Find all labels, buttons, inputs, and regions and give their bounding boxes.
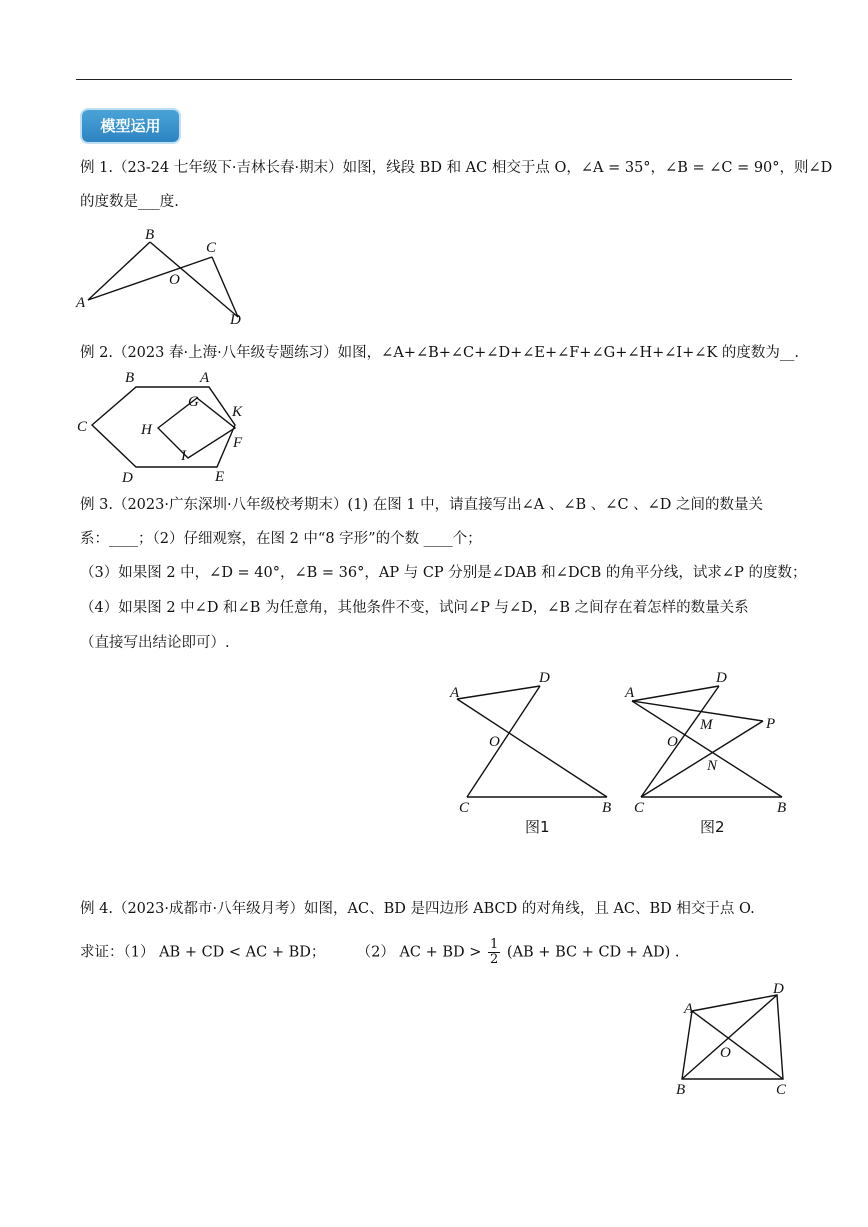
ex3-fig2-label-d: D [716,670,727,686]
ex4-label-b: B [676,1082,686,1098]
ex4-label-d: D [773,981,784,997]
ex2-label-i: I [181,448,186,464]
ex4-claim-2-left: （2） AC + BD > [356,944,482,961]
ex3-fig1-label-d: D [539,670,550,686]
ex3-text-line1: 例 3.（2023·广东深圳·八年级校考期末）(1) 在图 1 中，请直接写出∠A 、∠B 、∠C 、∠D 之间的数量关 [80,497,764,513]
ex3-fig2-label-n: N [707,758,718,774]
ex3-text-line3: （3）如果图 2 中，∠D = 40°，∠B = 36°，AP 与 CP 分别是∠DAB 和∠DCB 的角平分线，试求∠P 的度数； [80,565,807,581]
ex3-fig2-caption: 图2 [700,818,725,836]
ex3-figure-2 [620,666,800,841]
ex3-text-line2: 系：____；（2）仔细观察，在图 2 中“8 字形”的个数 ____个； [80,531,482,547]
ex2-label-e: E [215,469,225,485]
ex1-text-line1: 例 1.（23-24 七年级下·吉林长春·期末）如图，线段 BD 和 AC 相交于点 O，∠A = 35°，∠B = ∠C = 90°，则∠D [80,160,833,176]
ex2-label-a: A [200,370,210,386]
ex1-label-o: O [169,272,180,288]
ex4-fraction-den: 2 [490,952,499,967]
ex2-label-c: C [77,419,88,435]
ex1-label-b: B [145,227,155,243]
header-rule [76,79,792,80]
ex3-fig1-label-o: O [489,734,500,750]
ex2-label-h: H [141,422,152,438]
ex4-label-a: A [684,1001,694,1017]
ex3-fig2-label-p: P [766,716,776,732]
ex2-label-f: F [233,435,243,451]
ex4-fraction-num: 1 [490,937,499,952]
ex2-text-line1: 例 2.（2023 春·上海·八年级专题练习）如图，∠A+∠B+∠C+∠D+∠E+∠F+∠G+∠H+∠I+∠K 的度数为__. [80,345,800,361]
ex4-label-c: C [776,1082,787,1098]
ex4-text-line1: 例 4.（2023·成都市·八年级月考）如图，AC、BD 是四边形 ABCD 的对角线，且 AC、BD 相交于点 O. [80,901,755,917]
ex4-claim-2-right: (AB + BC + CD + AD) . [506,944,680,961]
ex4-claim-1: 求证：（1） AB + CD < AC + BD； [80,944,326,961]
ex3-fig2-label-c: C [634,800,645,816]
ex1-label-d: D [230,312,241,328]
ex3-figure-1 [445,666,625,841]
ex3-fig2-label-o: O [667,734,678,750]
ex3-fig2-label-b: B [777,800,787,816]
ex1-label-a: A [76,295,86,311]
ex4-fraction [488,938,500,967]
ex3-fig1-label-a: A [450,685,460,701]
ex3-fig2-label-m: M [700,717,713,733]
ex1-label-c: C [206,240,217,256]
ex1-figure [70,222,260,332]
ex3-text-line4: （4）如果图 2 中∠D 和∠B 为任意角，其他条件不变，试问∠P 与∠D，∠B 之间存在着怎样的数量关系 [80,600,749,616]
ex1-text-line2: 的度数是___度. [80,194,179,210]
section-tag: 模型运用 [82,110,179,142]
ex3-fig1-caption: 图1 [525,818,550,836]
ex2-figure [70,366,260,486]
ex2-label-b: B [125,370,135,386]
ex2-label-g: G [188,394,199,410]
ex4-figure [670,978,800,1100]
ex4-label-o: O [720,1045,731,1061]
ex3-fig1-label-b: B [602,800,612,816]
ex3-fig2-label-a: A [625,685,635,701]
ex3-text-line5: （直接写出结论即可）. [80,635,230,651]
ex2-label-k: K [232,404,243,420]
ex3-fig1-label-c: C [459,800,470,816]
ex4-text-line2 [80,938,680,967]
ex2-label-d: D [122,470,133,486]
